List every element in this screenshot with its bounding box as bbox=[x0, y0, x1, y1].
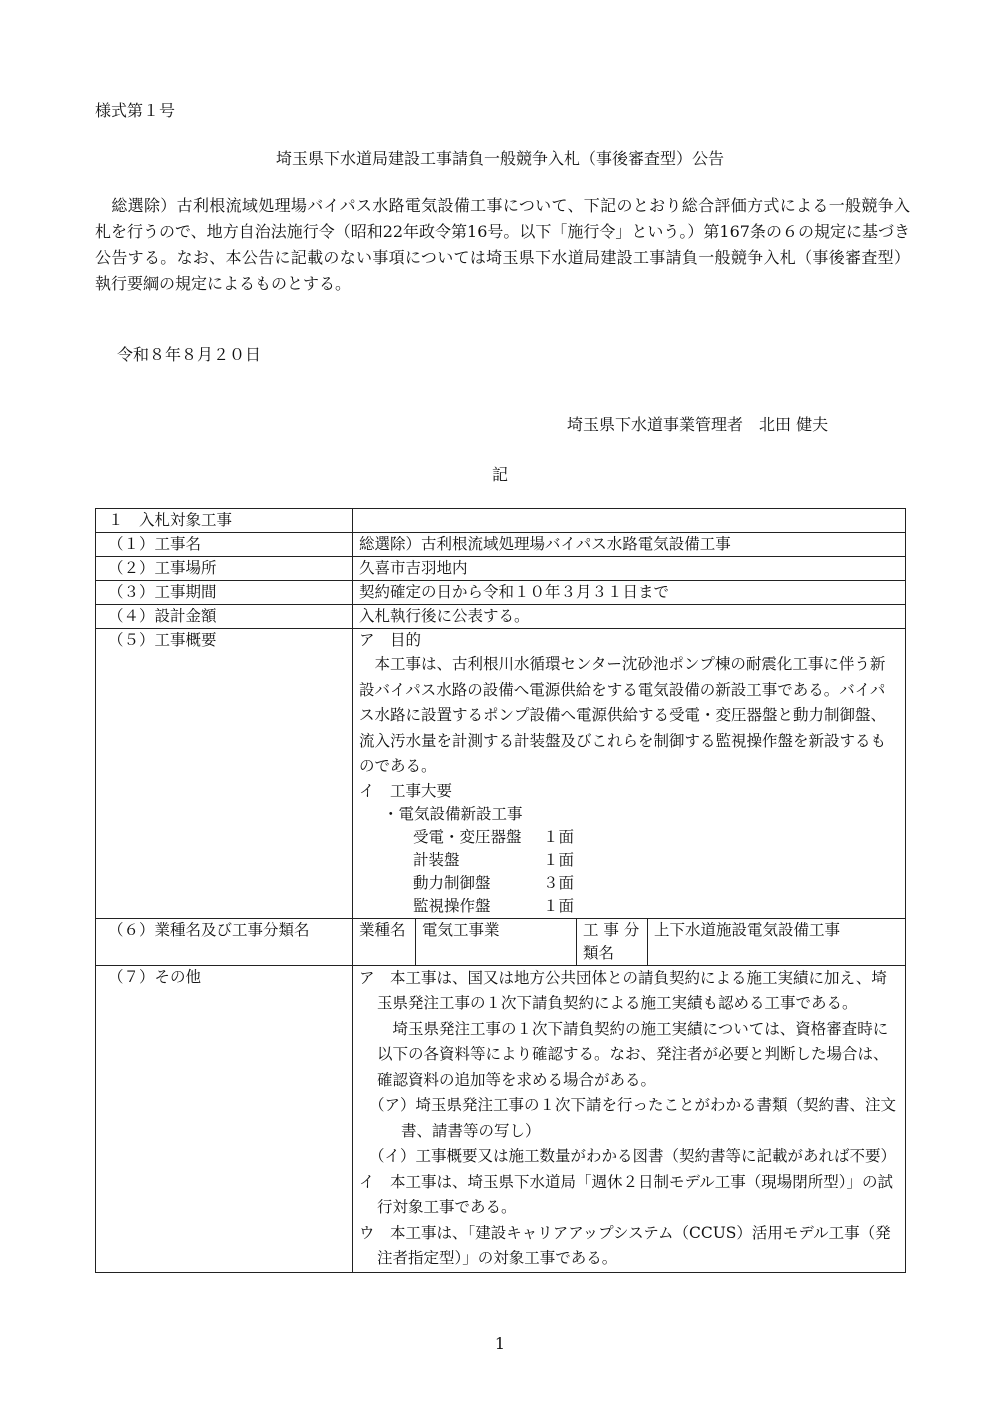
issuer: 埼玉県下水道事業管理者 北田 健夫 bbox=[567, 415, 829, 434]
ki-heading: 記 bbox=[491, 465, 508, 484]
row-value bbox=[353, 629, 906, 919]
classification-value: 上下水道施設電気設備工事 bbox=[648, 919, 906, 965]
row-value: 入札執行後に公表する。 bbox=[353, 605, 906, 629]
other-item-a-doc2: （イ）工事概要又は施工数量がわかる図書（契約書等に記載があれば不要） bbox=[369, 1147, 897, 1165]
summary-outline-head: イ 工事大要 bbox=[359, 781, 453, 800]
row-value: 総選除）古利根流域処理場バイパス水路電気設備工事 bbox=[353, 533, 906, 557]
list-item: 動力制御盤 ３面 bbox=[413, 873, 575, 892]
list-item: 監視操作盤 １面 bbox=[413, 896, 575, 915]
row-label: （７）その他 bbox=[96, 965, 353, 1272]
row-value bbox=[353, 918, 906, 965]
other-item-a-detail: 埼玉県発注工事の１次下請負契約の施工実績については、資格審査時に以下の各資料等により確認する。なお、発注者が必要と判断した場合は、確認資料の追加等を求める場合がある。 bbox=[377, 1019, 889, 1089]
classification-label: 工 事 分 類名 bbox=[577, 919, 648, 965]
table-row bbox=[96, 629, 906, 919]
category-label: 業種名 bbox=[359, 920, 406, 939]
table-row bbox=[96, 581, 906, 605]
table-row bbox=[96, 965, 906, 1272]
row-label: （２）工事場所 bbox=[96, 557, 353, 581]
intro-paragraph: 総選除）古利根流域処理場バイパス水路電気設備工事について、下記のとおり総合評価方式による一般競争入札を行うので、地方自治法施行令（昭和22年政令第16号。以下「施行令」という。）第167条の６の規定に基づき公告する。なお、本公告に記載のない事項については埼玉県下水道局建設工事請負一般競争入札（事後審査型）執行要綱の規定によるものとする。 bbox=[95, 196, 910, 293]
table-row bbox=[96, 509, 906, 533]
row-label: （６）業種名及び工事分類名 bbox=[96, 918, 353, 965]
details-table bbox=[95, 508, 906, 1273]
row-value: 契約確定の日から令和１０年３月３１日まで bbox=[353, 581, 906, 605]
row-value: 久喜市吉羽地内 bbox=[353, 557, 906, 581]
section-heading: １ 入札対象工事 bbox=[96, 509, 353, 533]
summary-purpose-head: ア 目的 bbox=[359, 631, 422, 649]
other-item-b: イ 本工事は、埼玉県下水道局「週休２日制モデル工事（現場閉所型）」の試行対象工事である。 bbox=[359, 1172, 893, 1216]
document-title: 埼玉県下水道局建設工事請負一般競争入札（事後審査型）公告 bbox=[275, 149, 724, 168]
table-row bbox=[96, 557, 906, 581]
page-number: 1 bbox=[494, 1334, 506, 1353]
category-value: 電気工事業 bbox=[416, 919, 577, 965]
notice-date: 令和８年８月２０日 bbox=[117, 345, 262, 364]
other-item-c: ウ 本工事は、「建設キャリアアップシステム（CCUS）活用モデル工事（発注者指定型）」の対象工事である。 bbox=[359, 1223, 891, 1267]
other-item-a: ア 本工事は、国又は地方公共団体との請負契約による施工実績に加え、埼玉県発注工事の１次下請負契約による施工実績も認める工事である。 bbox=[359, 968, 887, 1012]
summary-outline-sub: ・電気設備新設工事 bbox=[383, 804, 523, 823]
row-label: （３）工事期間 bbox=[96, 581, 353, 605]
list-item: 計装盤 １面 bbox=[413, 850, 575, 869]
form-number: 様式第１号 bbox=[95, 101, 176, 120]
table-row bbox=[96, 605, 906, 629]
summary-purpose-body: 本工事は、古利根川水循環センター沈砂池ポンプ棟の耐震化工事に伴う新設バイパス水路の設備へ電源供給をする電気設備の新設工事である。バイパス水路に設置するポンプ設備へ電源供給する受電・変圧器盤と動力制御盤、流入汚水量を計測する計装盤及びこれらを制御する監視操作盤を新設するものである。 bbox=[359, 655, 887, 775]
row-label: （５）工事概要 bbox=[96, 629, 353, 919]
row-label: （１）工事名 bbox=[96, 533, 353, 557]
table-row bbox=[96, 918, 906, 965]
row-value bbox=[353, 965, 906, 1272]
list-item: 受電・変圧器盤 １面 bbox=[413, 827, 575, 846]
other-item-a-doc1: （ア）埼玉県発注工事の１次下請を行ったことがわかる書類（契約書、注文書、請書等の写し） bbox=[369, 1096, 897, 1140]
table-row bbox=[96, 533, 906, 557]
row-label: （４）設計金額 bbox=[96, 605, 353, 629]
category-subtable bbox=[353, 919, 905, 965]
